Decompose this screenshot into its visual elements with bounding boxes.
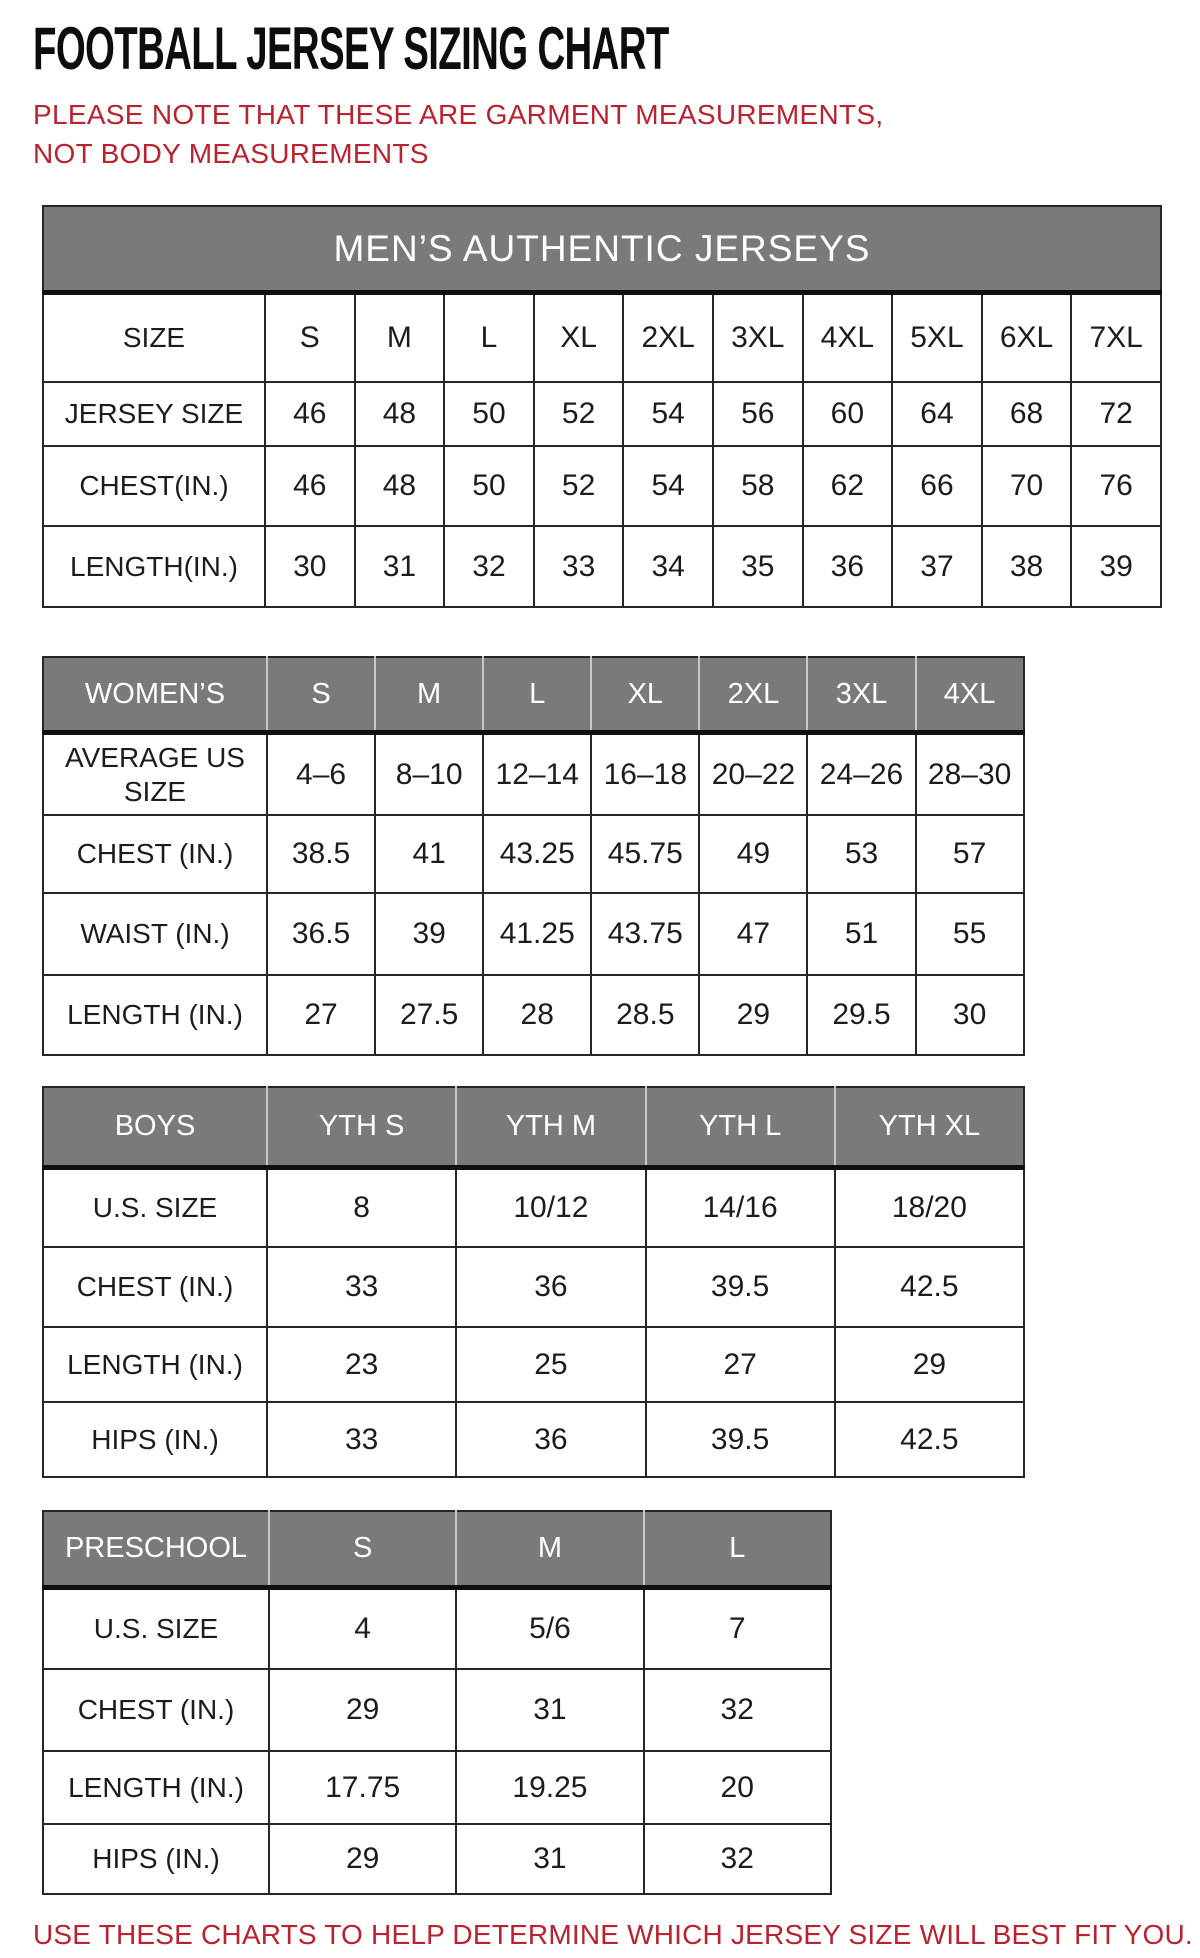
size-value-cell: 4XL	[803, 292, 893, 382]
size-value-cell: 7XL	[1071, 292, 1161, 382]
size-value-cell: 31	[456, 1824, 643, 1894]
size-value-cell: 42.5	[835, 1402, 1024, 1477]
size-value-cell: M	[355, 292, 445, 382]
size-value-cell: 16–18	[591, 732, 699, 815]
row-label: HIPS (IN.)	[43, 1402, 267, 1477]
size-value-cell: 43.25	[483, 815, 591, 893]
fit-advice-note: USE THESE CHARTS TO HELP DETERMINE WHICH JERSEY SIZE WILL BEST FIT YOU.	[33, 1919, 1193, 1951]
size-value-cell: 8	[267, 1167, 456, 1247]
size-value-cell: 3XL	[713, 292, 803, 382]
size-value-cell: 33	[267, 1247, 456, 1327]
size-value-cell: 62	[803, 446, 893, 526]
row-label: U.S. SIZE	[43, 1587, 269, 1669]
size-value-cell: 76	[1071, 446, 1161, 526]
size-value-cell: 68	[982, 382, 1072, 446]
size-value-cell: 32	[644, 1669, 831, 1751]
size-value-cell: 10/12	[456, 1167, 645, 1247]
size-value-cell: 5XL	[892, 292, 982, 382]
size-column-header: L	[644, 1511, 831, 1587]
size-value-cell: 39.5	[646, 1247, 835, 1327]
size-value-cell: 29	[835, 1327, 1024, 1402]
size-value-cell: 5/6	[456, 1587, 643, 1669]
size-value-cell: 28	[483, 975, 591, 1055]
size-value-cell: 29	[269, 1669, 456, 1751]
size-column-header: XL	[591, 657, 699, 732]
size-value-cell: 36.5	[267, 893, 375, 975]
size-value-cell: 36	[456, 1402, 645, 1477]
size-value-cell: 53	[807, 815, 915, 893]
size-value-cell: 38.5	[267, 815, 375, 893]
size-column-header: M	[456, 1511, 643, 1587]
size-value-cell: 54	[623, 382, 713, 446]
size-value-cell: 56	[713, 382, 803, 446]
size-value-cell: 49	[699, 815, 807, 893]
size-column-header: S	[269, 1511, 456, 1587]
size-value-cell: 7	[644, 1587, 831, 1669]
garment-measurements-note: PLEASE NOTE THAT THESE ARE GARMENT MEASUREMENTS, NOT BODY MEASUREMENTS	[33, 99, 884, 169]
size-value-cell: 39.5	[646, 1402, 835, 1477]
row-label: JERSEY SIZE	[43, 382, 265, 446]
mens-sizing-table	[42, 205, 1162, 608]
table-row	[43, 815, 1024, 893]
size-value-cell: 30	[265, 526, 355, 607]
size-value-cell: 39	[1071, 526, 1161, 607]
size-value-cell: 32	[444, 526, 534, 607]
size-value-cell: 28–30	[916, 732, 1024, 815]
size-value-cell: 46	[265, 446, 355, 526]
size-value-cell: 27.5	[375, 975, 483, 1055]
size-value-cell: 51	[807, 893, 915, 975]
size-value-cell: L	[444, 292, 534, 382]
size-value-cell: 35	[713, 526, 803, 607]
size-value-cell: 66	[892, 446, 982, 526]
table-row	[43, 382, 1161, 446]
size-column-header: YTH L	[646, 1087, 835, 1167]
row-label: LENGTH(IN.)	[43, 526, 265, 607]
size-value-cell: 32	[644, 1824, 831, 1894]
size-value-cell: 46	[265, 382, 355, 446]
preschool-table-title: PRESCHOOL	[43, 1511, 269, 1587]
row-label: CHEST (IN.)	[43, 815, 267, 893]
size-value-cell: 34	[623, 526, 713, 607]
size-value-cell: 52	[534, 382, 624, 446]
size-value-cell: 29	[269, 1824, 456, 1894]
row-label: WAIST (IN.)	[43, 893, 267, 975]
size-value-cell: 4	[269, 1587, 456, 1669]
row-label: U.S. SIZE	[43, 1167, 267, 1247]
size-value-cell: 39	[375, 893, 483, 975]
size-value-cell: 18/20	[835, 1167, 1024, 1247]
size-value-cell: 47	[699, 893, 807, 975]
row-label: LENGTH (IN.)	[43, 975, 267, 1055]
size-value-cell: 42.5	[835, 1247, 1024, 1327]
size-value-cell: 48	[355, 382, 445, 446]
mens-table-title: MEN’S AUTHENTIC JERSEYS	[43, 206, 1161, 292]
table-row	[43, 975, 1024, 1055]
size-value-cell: 38	[982, 526, 1072, 607]
size-value-cell: 37	[892, 526, 982, 607]
size-value-cell: 57	[916, 815, 1024, 893]
womens-sizing-table	[42, 656, 1025, 1056]
row-label: CHEST(IN.)	[43, 446, 265, 526]
row-label: AVERAGE US SIZE	[43, 732, 267, 815]
size-value-cell: 20	[644, 1751, 831, 1824]
row-label: LENGTH (IN.)	[43, 1327, 267, 1402]
size-column-header: M	[375, 657, 483, 732]
size-value-cell: 48	[355, 446, 445, 526]
size-value-cell: 72	[1071, 382, 1161, 446]
page-title: FOOTBALL JERSEY SIZING CHART	[33, 15, 669, 82]
size-value-cell: 28.5	[591, 975, 699, 1055]
size-value-cell: 2XL	[623, 292, 713, 382]
size-value-cell: 12–14	[483, 732, 591, 815]
boys-sizing-table	[42, 1086, 1025, 1478]
size-value-cell: 29	[699, 975, 807, 1055]
size-value-cell: 41	[375, 815, 483, 893]
womens-table-title: WOMEN’S	[43, 657, 267, 732]
size-value-cell: XL	[534, 292, 624, 382]
size-column-header: 3XL	[807, 657, 915, 732]
row-label: LENGTH (IN.)	[43, 1751, 269, 1824]
size-value-cell: 52	[534, 446, 624, 526]
size-column-header: 2XL	[699, 657, 807, 732]
mens-table-banner-row	[43, 206, 1161, 292]
size-value-cell: 43.75	[591, 893, 699, 975]
size-value-cell: 33	[534, 526, 624, 607]
table-row	[43, 1587, 831, 1669]
size-value-cell: 4–6	[267, 732, 375, 815]
size-value-cell: 60	[803, 382, 893, 446]
size-value-cell: 24–26	[807, 732, 915, 815]
size-value-cell: 8–10	[375, 732, 483, 815]
row-label: HIPS (IN.)	[43, 1824, 269, 1894]
size-value-cell: 33	[267, 1402, 456, 1477]
row-label: SIZE	[43, 292, 265, 382]
row-label: CHEST (IN.)	[43, 1669, 269, 1751]
table-row	[43, 1327, 1024, 1402]
size-value-cell: 27	[267, 975, 375, 1055]
size-value-cell: 27	[646, 1327, 835, 1402]
womens-table-header-row	[43, 657, 1024, 732]
table-row	[43, 1751, 831, 1824]
size-column-header: L	[483, 657, 591, 732]
preschool-sizing-table	[42, 1510, 832, 1895]
size-value-cell: 45.75	[591, 815, 699, 893]
size-column-header: YTH M	[456, 1087, 645, 1167]
table-row	[43, 1167, 1024, 1247]
size-value-cell: 31	[355, 526, 445, 607]
size-value-cell: 29.5	[807, 975, 915, 1055]
size-value-cell: 30	[916, 975, 1024, 1055]
size-column-header: 4XL	[916, 657, 1024, 732]
table-row	[43, 1402, 1024, 1477]
size-value-cell: 58	[713, 446, 803, 526]
size-value-cell: 36	[456, 1247, 645, 1327]
size-value-cell: 50	[444, 446, 534, 526]
size-value-cell: 41.25	[483, 893, 591, 975]
size-value-cell: S	[265, 292, 355, 382]
table-row	[43, 732, 1024, 815]
boys-table-title: BOYS	[43, 1087, 267, 1167]
table-row	[43, 1247, 1024, 1327]
size-column-header: YTH XL	[835, 1087, 1024, 1167]
size-value-cell: 6XL	[982, 292, 1072, 382]
size-column-header: S	[267, 657, 375, 732]
size-value-cell: 36	[803, 526, 893, 607]
size-value-cell: 50	[444, 382, 534, 446]
size-value-cell: 25	[456, 1327, 645, 1402]
size-value-cell: 23	[267, 1327, 456, 1402]
table-row	[43, 1669, 831, 1751]
row-label: CHEST (IN.)	[43, 1247, 267, 1327]
size-value-cell: 17.75	[269, 1751, 456, 1824]
size-value-cell: 64	[892, 382, 982, 446]
table-row	[43, 893, 1024, 975]
table-row	[43, 526, 1161, 607]
size-value-cell: 20–22	[699, 732, 807, 815]
size-value-cell: 19.25	[456, 1751, 643, 1824]
size-value-cell: 55	[916, 893, 1024, 975]
table-row	[43, 292, 1161, 382]
table-row	[43, 1824, 831, 1894]
boys-table-header-row	[43, 1087, 1024, 1167]
size-value-cell: 54	[623, 446, 713, 526]
preschool-table-header-row	[43, 1511, 831, 1587]
size-column-header: YTH S	[267, 1087, 456, 1167]
size-value-cell: 70	[982, 446, 1072, 526]
size-value-cell: 14/16	[646, 1167, 835, 1247]
table-row	[43, 446, 1161, 526]
size-value-cell: 31	[456, 1669, 643, 1751]
